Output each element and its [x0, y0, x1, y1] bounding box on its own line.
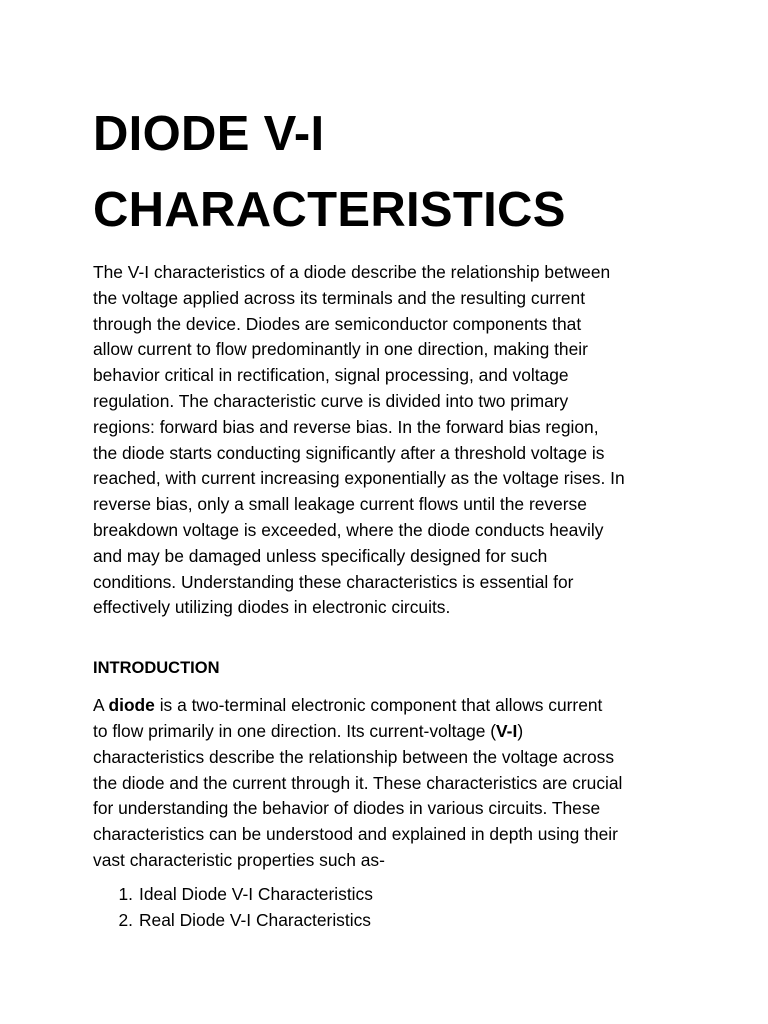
text-line: effectively utilizing diodes in electronic circuits. — [93, 597, 451, 618]
title-line: CHARACTERISTICS — [93, 183, 566, 237]
list-number: 1. — [118, 883, 133, 904]
document-page — [93, 96, 683, 933]
text-line: vast characteristic properties such as- — [93, 849, 385, 870]
list-item — [93, 882, 683, 908]
text-line: through the device. Diodes are semiconductor components that — [93, 313, 582, 334]
text-line: the diode starts conducting significantly after a threshold voltage is — [93, 442, 605, 463]
summary-paragraph — [93, 260, 683, 621]
list-item-text: Ideal Diode V-I Characteristics — [139, 883, 373, 904]
text-run: is a two-terminal electronic component that allows current — [154, 695, 603, 716]
text-line — [93, 719, 683, 745]
text-line: conditions. Understanding these characteristics is essential for — [93, 571, 574, 592]
text-line: for understanding the behavior of diodes in various circuits. These — [93, 798, 601, 819]
list-item — [93, 908, 683, 934]
characteristics-list — [93, 882, 683, 934]
section-heading-introduction: INTRODUCTION — [93, 659, 220, 678]
text-line: behavior critical in rectification, signal processing, and voltage — [93, 365, 569, 386]
bold-term-vi: V-I — [496, 720, 518, 741]
text-line: characteristics can be understood and explained in depth using their — [93, 824, 618, 845]
list-item-text: Real Diode V-I Characteristics — [139, 909, 371, 930]
text-run: to flow primarily in one direction. Its current-voltage ( — [93, 720, 497, 741]
list-number: 2. — [118, 909, 133, 930]
text-line: the voltage applied across its terminals and the resulting current — [93, 287, 586, 308]
text-line — [93, 693, 683, 719]
text-run: A — [93, 695, 109, 716]
bold-term-diode: diode — [108, 695, 155, 716]
title-line: DIODE V-I — [93, 107, 325, 161]
text-line: regions: forward bias and reverse bias. In the forward bias region, — [93, 416, 599, 437]
text-line: The V-I characteristics of a diode describe the relationship between — [93, 262, 611, 282]
introduction-paragraph — [93, 693, 683, 874]
text-line: regulation. The characteristic curve is divided into two primary — [93, 390, 569, 411]
text-line: breakdown voltage is exceeded, where the diode conducts heavily — [93, 519, 604, 540]
text-line: the diode and the current through it. These characteristics are crucial — [93, 772, 623, 793]
text-line: characteristics describe the relationship between the voltage across — [93, 746, 615, 767]
text-line: reached, with current increasing exponentially as the voltage rises. In — [93, 468, 625, 489]
document-title — [93, 96, 683, 248]
text-line: allow current to flow predominantly in one direction, making their — [93, 339, 588, 360]
text-line: reverse bias, only a small leakage current flows until the reverse — [93, 494, 587, 515]
text-line: and may be damaged unless specifically designed for such — [93, 545, 548, 566]
text-run: ) — [517, 720, 524, 741]
